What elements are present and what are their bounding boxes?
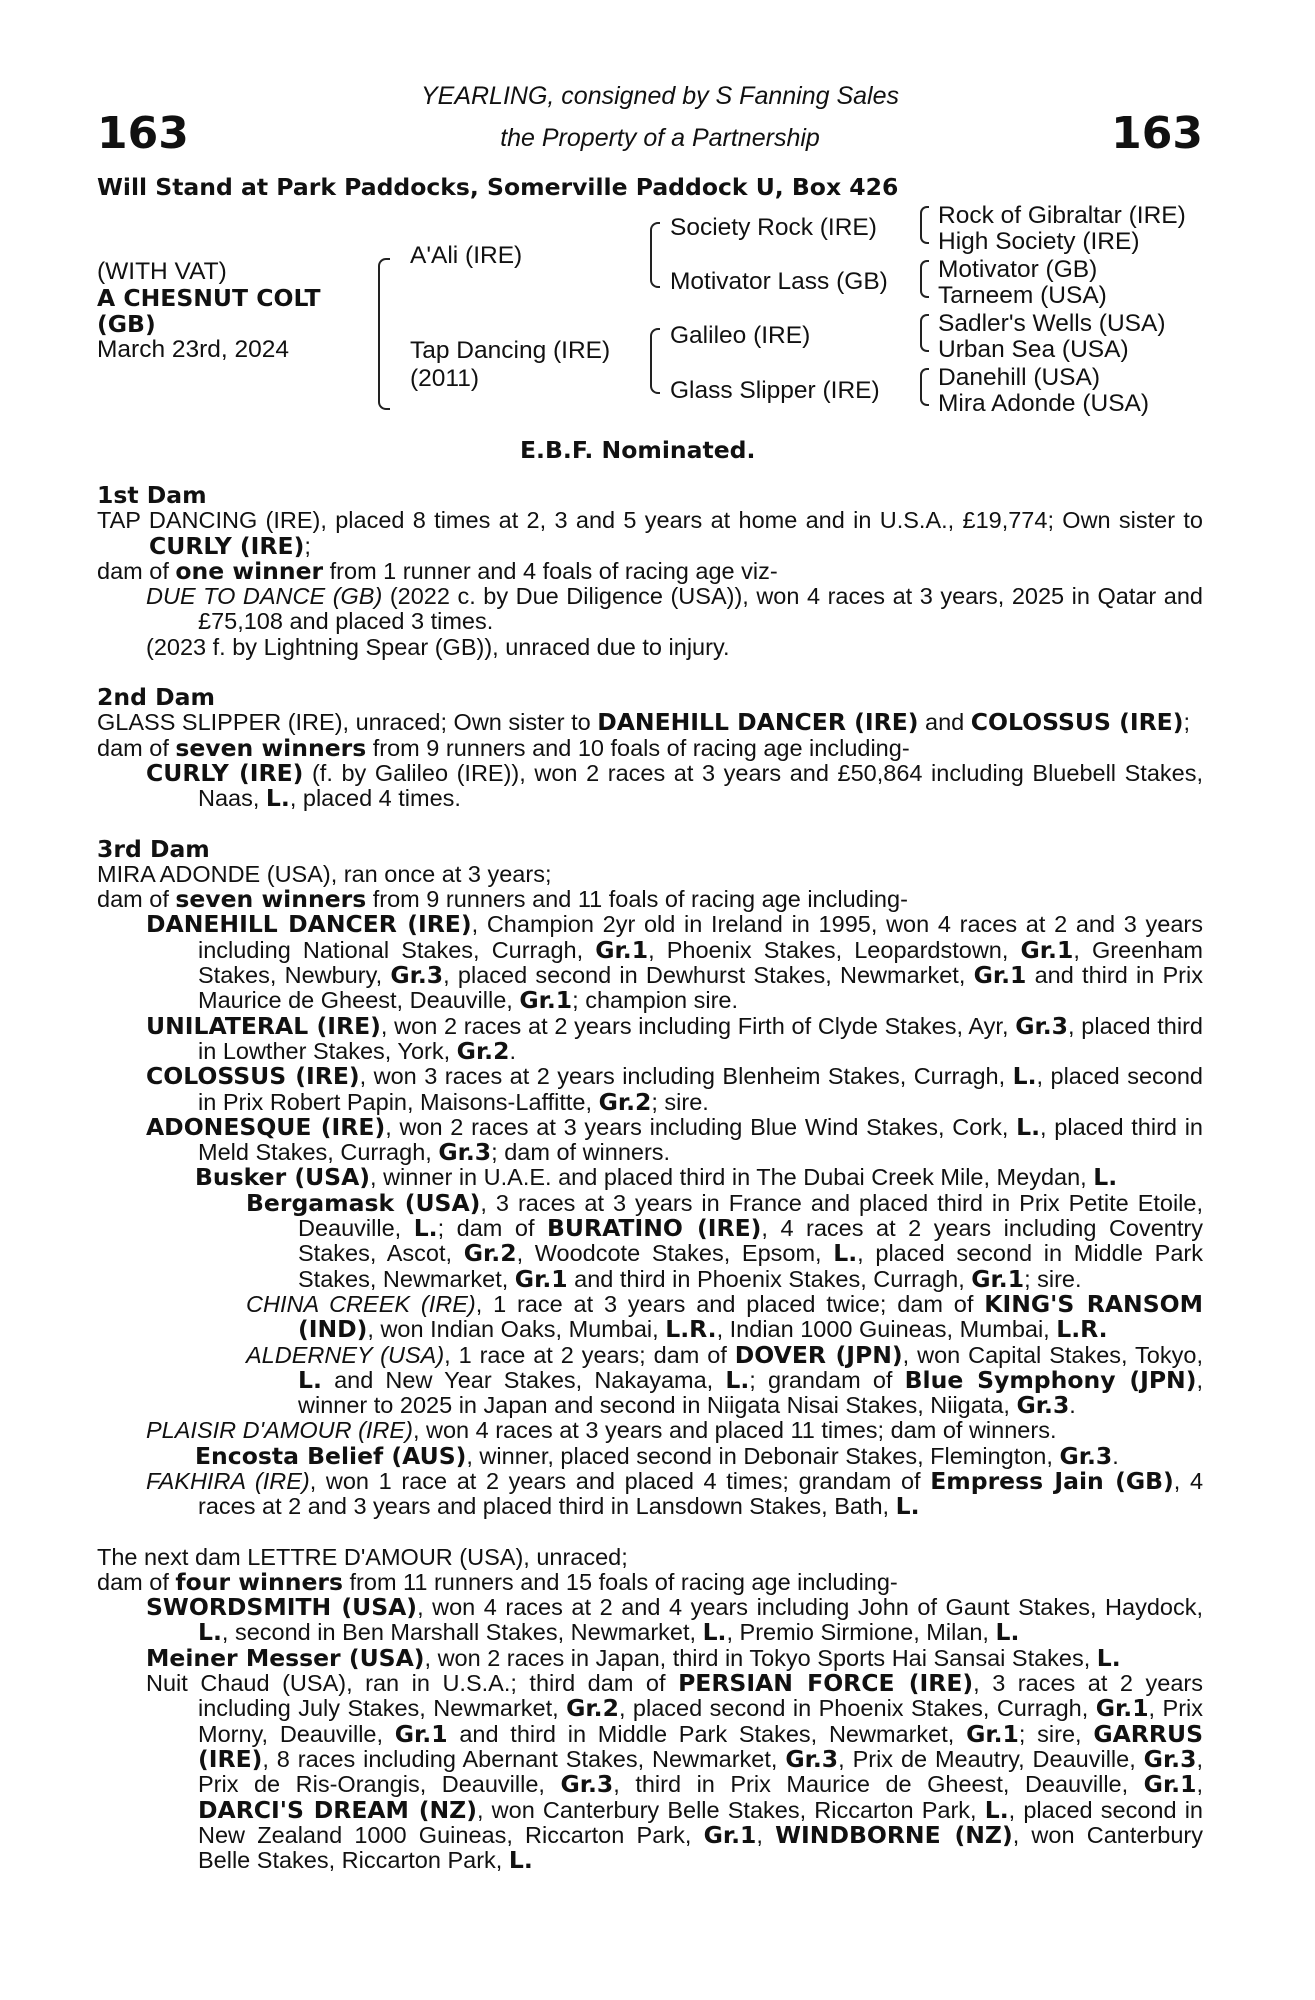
horse-name: A CHESNUT COLT — [97, 284, 321, 312]
produce-entry: (2023 f. by Lightning Spear (GB)), unraced due to injury. — [146, 633, 730, 660]
grandproduce-entry: CHINA CREEK (IRE), 1 race at 3 years and placed twice; dam of KING'S RANSOM (IND), won Indian Oaks, Mumbai, L.R., Indian 1000 Guineas, Mumbai, L.R. — [246, 1289, 1204, 1344]
produce-entry: ADONESQUE (IRE), won 2 races at 3 years including Blue Wind Stakes, Cork, L., placed third in Meld Stakes, Curragh, Gr.3; dam of winners. — [146, 1112, 1203, 1167]
produce-entry: Nuit Chaud (USA), ran in U.S.A.; third dam of PERSIAN FORCE (IRE), 3 races at 2 years including July Stakes, Newmarket, Gr.2, placed second in Phoenix Stakes, Curragh, Gr.1, Prix Morny, Deauville, Gr.1 and third in Middle Park Stakes, Newmarket, Gr.1; sire, GARRUS (IRE), 8 races including Abernant Stakes, Newmarket, Gr.3, Prix de Meautry, Deauville, Gr.3, Prix de Ris-Orangis, Deauville, Gr.3, third in Prix Maurice de Gheest, Deauville, Gr.1, DARCI'S DREAM (NZ), won Canterbury Belle Stakes, Riccarton Park, L., placed second in New Zealand 1000 Guineas, Riccarton Park, Gr.1, WINDBORNE (NZ), won Canterbury Belle Stakes, Riccarton Park, L. — [146, 1669, 1204, 1875]
sire-dam-sire: Motivator (GB) — [938, 256, 1098, 283]
produce-entry: PLAISIR D'AMOUR (IRE), won 4 races at 3 years and placed 11 times; dam of winners. — [146, 1417, 1057, 1444]
vat-label: (WITH VAT) — [97, 258, 227, 285]
dam-sire: Galileo (IRE) — [670, 322, 811, 349]
dam-dam: Glass Slipper (IRE) — [670, 377, 880, 404]
first-dam-heading: 1st Dam — [97, 481, 207, 509]
dam-sire-sire: Sadler's Wells (USA) — [938, 310, 1166, 337]
produce-entry: Meiner Messer (USA), won 2 races in Japan, third in Tokyo Sports Hai Sansai Stakes, L. — [146, 1643, 1121, 1672]
dam-dam-sire: Danehill (USA) — [938, 364, 1101, 391]
date-of-birth: March 23rd, 2024 — [97, 336, 290, 363]
next-dam-section — [97, 1545, 1203, 1874]
brace-parents — [378, 258, 390, 410]
property-line: the Property of a Partnership — [500, 124, 820, 152]
third-dam-description: MIRA ADONDE (USA), ran once at 3 years; — [97, 860, 552, 887]
second-dam-section — [97, 685, 1203, 811]
catalogue-body — [97, 483, 1203, 1873]
brace-ds — [920, 314, 929, 352]
horse-country: (GB) — [97, 310, 156, 338]
dam-sire-dam: Urban Sea (USA) — [938, 336, 1129, 363]
produce-entry: CURLY (IRE) (f. by Galileo (IRE)), won 2 races at 3 years and £50,864 including Bluebell Stakes, Naas, L., placed 4 times. — [146, 758, 1203, 813]
brace-ss — [920, 206, 929, 244]
grandproduce-entry: Busker (USA), winner in U.A.E. and placed third in The Dubai Creek Mile, Meydan, L. — [195, 1163, 1118, 1192]
produce-entry: FAKHIRA (IRE), won 1 race at 2 years and placed 4 times; grandam of Empress Jain (GB), 4 races at 2 and 3 years and placed third in Lansdown Stakes, Bath, L. — [146, 1466, 1204, 1521]
brace-dam — [650, 328, 660, 394]
dam: Tap Dancing (IRE) — [410, 337, 611, 364]
grandproduce-entry: Bergamask (USA), 3 races at 3 years in France and placed third in Prix Petite Etoile, Deauville, L.; dam of BURATINO (IRE), 4 races at 2 years including Coventry Stakes, Ascot, Gr.2, Woodcote Stakes, Epsom, L., placed second in Middle Park Stakes, Newmarket, Gr.1 and third in Phoenix Stakes, Curragh, Gr.1; sire. — [246, 1188, 1204, 1293]
third-dam-produce-summary: dam of seven winners from 9 runners and 11 foals of racing age including- — [97, 885, 908, 914]
sire-dam: Motivator Lass (GB) — [670, 268, 888, 295]
ebf-nominated: E.B.F. Nominated. — [520, 436, 756, 464]
second-dam-heading: 2nd Dam — [97, 683, 215, 712]
next-dam-produce-summary: dam of four winners from 11 runners and 15 foals of racing age including- — [97, 1567, 898, 1596]
sire-dam-dam: Tarneem (USA) — [938, 282, 1107, 309]
dam-dam-dam: Mira Adonde (USA) — [938, 390, 1150, 417]
sire: A'Ali (IRE) — [410, 242, 523, 269]
produce-entry: DANEHILL DANCER (IRE), Champion 2yr old in Ireland in 1995, won 4 races at 2 and 3 years including National Stakes, Curragh, Gr.1, Phoenix Stakes, Leopardstown, Gr.1, Greenham Stakes, Newbury, Gr.3, placed second in Dewhurst Stakes, Newmarket, Gr.1 and third in Prix Maurice de Gheest, Deauville, Gr.1; champion sire. — [146, 910, 1203, 1015]
produce-entry: COLOSSUS (IRE), won 3 races at 2 years including Blenheim Stakes, Curragh, L., placed second in Prix Robert Papin, Maisons-Laffitte, Gr.2; sire. — [146, 1062, 1203, 1116]
lot-number-right: 163 — [1111, 108, 1203, 159]
lot-number-left: 163 — [97, 108, 189, 159]
grandproduce-entry: Encosta Belief (AUS), winner, placed second in Debonair Stakes, Flemington, Gr.3. — [195, 1441, 1119, 1470]
first-dam-section — [97, 483, 1203, 660]
produce-entry: UNILATERAL (IRE), won 2 races at 2 years including Firth of Clyde Stakes, Ayr, Gr.3, placed third in Lowther Stakes, York, Gr.2. — [146, 1011, 1203, 1065]
second-dam-produce-summary: dam of seven winners from 9 runners and 10 foals of racing age including- — [97, 733, 910, 762]
sire-sire-dam: High Society (IRE) — [938, 228, 1140, 255]
next-dam-description: The next dam LETTRE D'AMOUR (USA), unraced; — [97, 1543, 628, 1570]
third-dam-section — [97, 834, 1204, 1521]
dam-year: (2011) — [410, 365, 480, 392]
brace-sd — [920, 260, 929, 298]
sire-sire-sire: Rock of Gibraltar (IRE) — [938, 202, 1186, 229]
consignor-line: YEARLING, consigned by S Fanning Sales — [420, 82, 900, 110]
stand-location: Will Stand at Park Paddocks, Somerville Paddock U, Box 426 — [97, 173, 899, 201]
third-dam-heading: 3rd Dam — [97, 834, 210, 863]
second-dam-description: GLASS SLIPPER (IRE), unraced; Own sister to DANEHILL DANCER (IRE) and COLOSSUS (IRE); — [97, 708, 1191, 737]
brace-sire — [650, 222, 660, 288]
sire-sire: Society Rock (IRE) — [670, 214, 877, 241]
brace-dd — [920, 368, 929, 406]
first-dam-description: TAP DANCING (IRE), placed 8 times at 2, 3 and 5 years at home and in U.S.A., £19,774; Own sister to CURLY (IRE); — [97, 507, 1203, 560]
produce-entry: DUE TO DANCE (GB) (2022 c. by Due Diligence (USA)), won 4 races at 3 years, 2025 in Qatar and £75,108 and placed 3 times. — [146, 583, 1203, 635]
grandproduce-entry: ALDERNEY (USA), 1 race at 2 years; dam of DOVER (JPN), won Capital Stakes, Tokyo, L. and New Year Stakes, Nakayama, L.; grandam of Blue Symphony (JPN), winner to 2025 in Japan and second in Niigata Nisai Stakes, Niigata, Gr.3. — [246, 1340, 1204, 1420]
produce-entry: SWORDSMITH (USA), won 4 races at 2 and 4 years including John of Gaunt Stakes, Haydock, L., second in Ben Marshall Stakes, Newmarket, L., Premio Sirmione, Milan, L. — [146, 1593, 1203, 1647]
first-dam-produce-summary: dam of one winner from 1 runner and 4 foals of racing age viz- — [97, 556, 778, 585]
